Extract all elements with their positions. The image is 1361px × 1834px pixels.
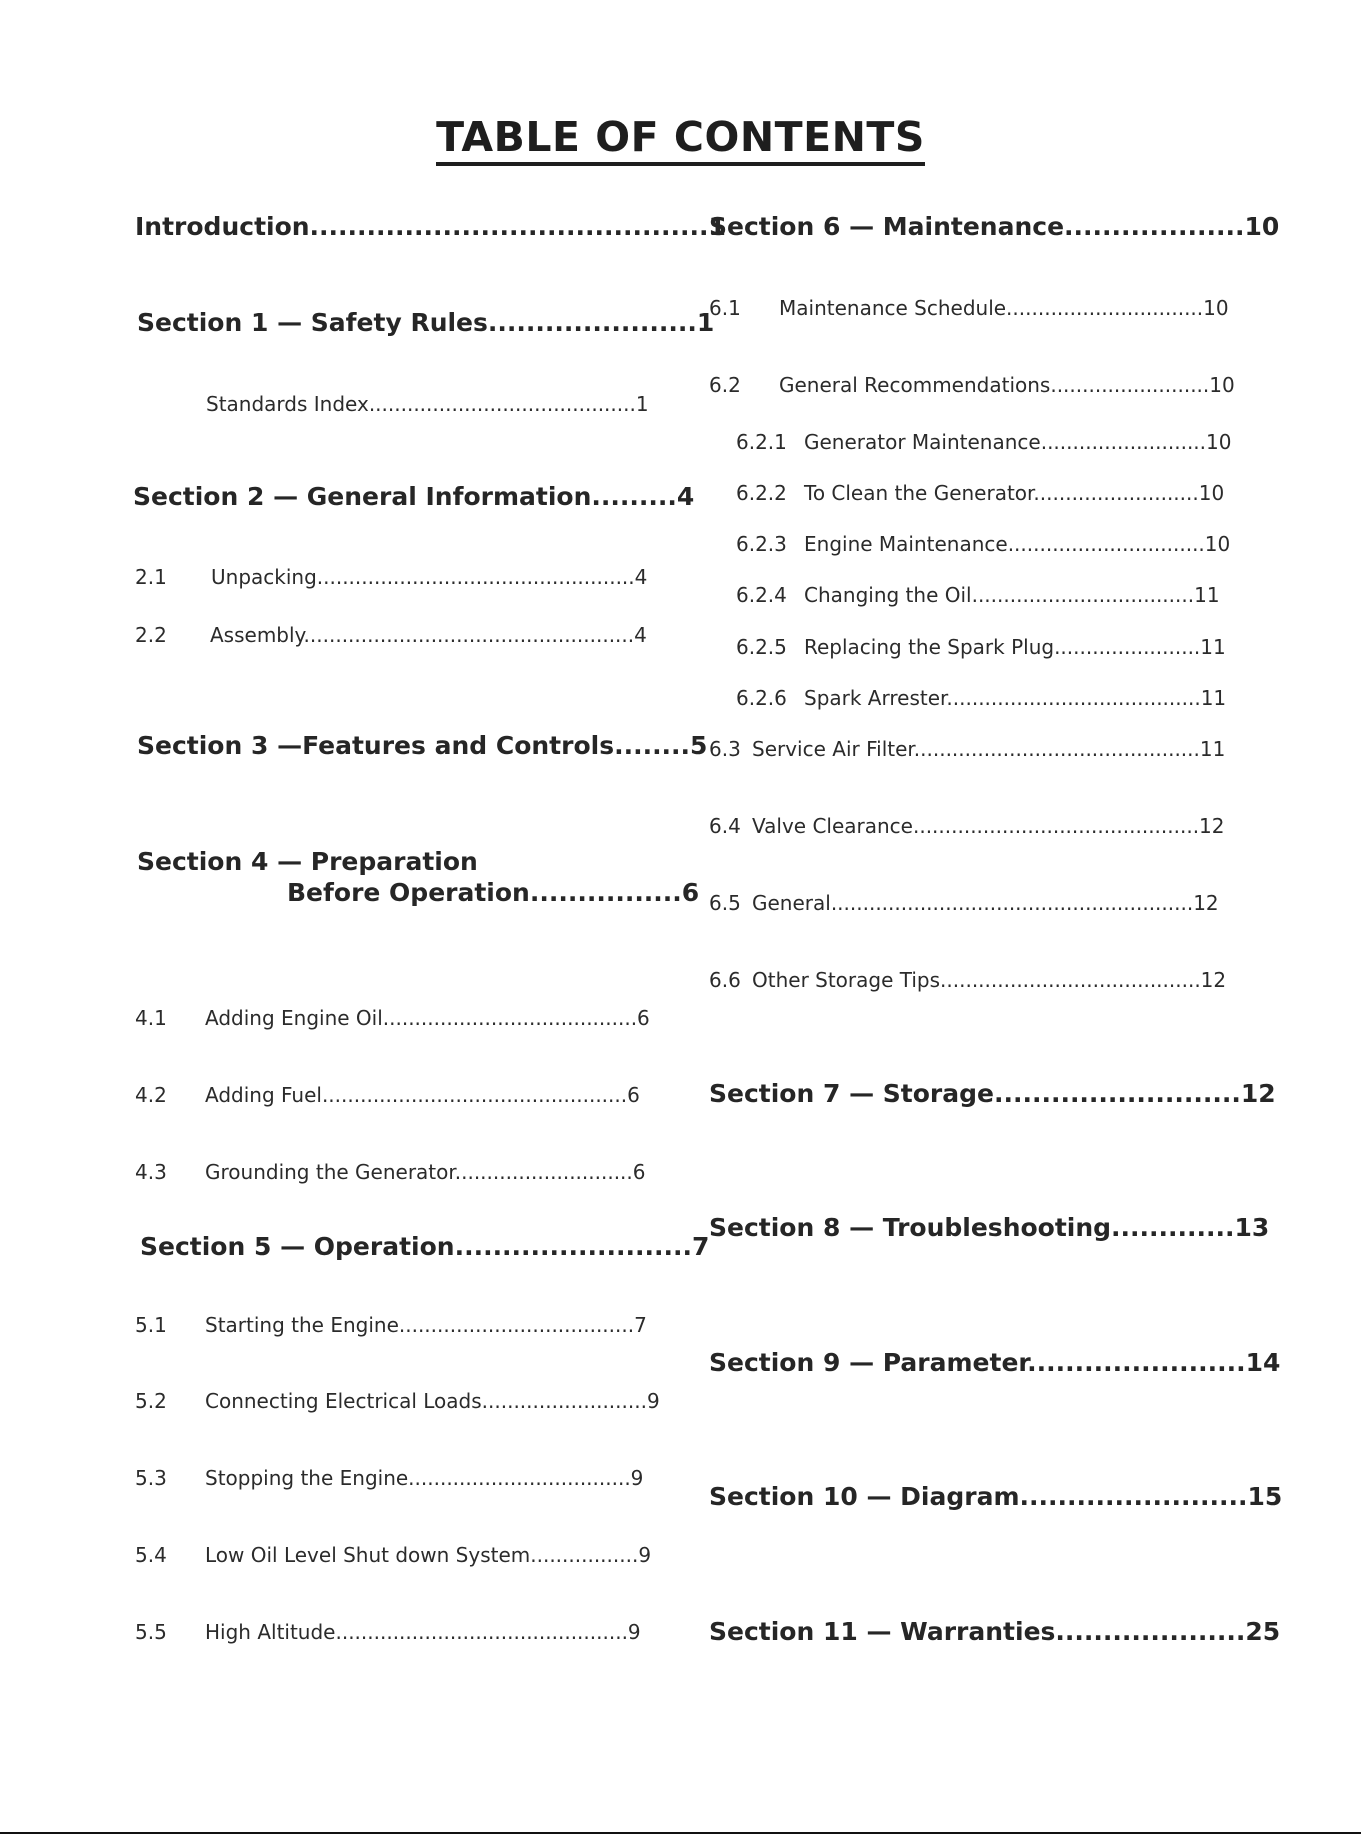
- toc-6-6[interactable]: [709, 968, 1229, 994]
- toc-6-1[interactable]: [709, 296, 1229, 322]
- toc-section-4-line1[interactable]: [137, 847, 478, 876]
- toc-standards-index[interactable]: [206, 392, 649, 416]
- toc-entry-text: Section 8 — Troubleshooting.............13: [709, 1213, 1270, 1242]
- toc-entry-text: Standards Index..........................................1: [206, 392, 649, 416]
- toc-entry-number: 5.3: [135, 1466, 167, 1490]
- toc-entry-text: Generator Maintenance..........................10: [804, 430, 1232, 454]
- toc-introduction[interactable]: [135, 212, 726, 241]
- toc-entry-text: Connecting Electrical Loads..........................9: [205, 1389, 660, 1413]
- toc-section-4-line2[interactable]: [287, 878, 699, 907]
- toc-entry-number: 6.2.3: [736, 532, 787, 556]
- toc-6-2-6[interactable]: [736, 686, 1236, 712]
- toc-4-3[interactable]: [135, 1160, 655, 1186]
- toc-entry-number: 5.4: [135, 1543, 167, 1567]
- toc-entry-text: Low Oil Level Shut down System.................9: [205, 1543, 652, 1567]
- toc-entry-text: Section 11 — Warranties....................25: [709, 1617, 1281, 1646]
- toc-section-3[interactable]: [137, 731, 707, 760]
- toc-entry-text: Section 3 —Features and Controls........5: [137, 731, 708, 760]
- toc-entry-text: Adding Engine Oil........................................6: [205, 1006, 650, 1030]
- toc-6-2-1[interactable]: [736, 430, 1236, 456]
- toc-entry-text: Engine Maintenance...............................10: [804, 532, 1231, 556]
- toc-entry-text: General Recommendations.........................10: [779, 373, 1235, 397]
- toc-entry-text: Section 7 — Storage..........................12: [709, 1079, 1276, 1108]
- toc-section-10[interactable]: [709, 1482, 1282, 1511]
- toc-entry-number: 4.2: [135, 1083, 167, 1107]
- toc-6-4[interactable]: [709, 814, 1229, 840]
- toc-entry-text: Maintenance Schedule...............................10: [779, 296, 1229, 320]
- toc-entry-number: 2.1: [135, 565, 167, 589]
- toc-entry-text: Replacing the Spark Plug.......................11: [804, 635, 1226, 659]
- toc-entry-text: Assembly....................................................4: [210, 623, 647, 647]
- toc-4-1[interactable]: [135, 1006, 655, 1032]
- toc-entry-number: 6.2.1: [736, 430, 787, 454]
- toc-entry-number: 6.2.2: [736, 481, 787, 505]
- toc-entry-text: Adding Fuel................................................6: [205, 1083, 640, 1107]
- toc-section-1[interactable]: [137, 308, 714, 337]
- toc-entry-text: Section 9 — Parameter.......................14: [709, 1348, 1281, 1377]
- toc-entry-text: Valve Clearance.............................................12: [752, 814, 1225, 838]
- toc-2-2[interactable]: [135, 623, 655, 649]
- toc-5-5[interactable]: [135, 1620, 655, 1646]
- toc-5-2[interactable]: [135, 1389, 660, 1415]
- toc-section-9[interactable]: [709, 1348, 1280, 1377]
- toc-section-8[interactable]: [709, 1213, 1269, 1242]
- toc-entry-number: 2.2: [135, 623, 167, 647]
- toc-entry-text: Section 2 — General Information.........4: [133, 482, 695, 511]
- toc-6-2-2[interactable]: [736, 481, 1236, 507]
- toc-entry-text: Introduction..........................................1: [135, 212, 726, 241]
- toc-entry-text: Section 1 — Safety Rules......................1: [137, 308, 715, 337]
- toc-entry-text: Section 5 — Operation.........................7: [140, 1232, 710, 1261]
- toc-entry-number: 6.3: [709, 737, 741, 761]
- toc-entry-text: Service Air Filter.............................................11: [752, 737, 1226, 761]
- toc-6-2-3[interactable]: [736, 532, 1236, 558]
- toc-5-3[interactable]: [135, 1466, 655, 1492]
- toc-entry-text: Section 4 — Preparation: [137, 847, 478, 876]
- toc-entry-number: 6.2.5: [736, 635, 787, 659]
- toc-entry-text: To Clean the Generator..........................10: [804, 481, 1225, 505]
- page-title-wrap: [0, 112, 1361, 166]
- toc-6-3[interactable]: [709, 737, 1229, 763]
- toc-entry-number: 4.1: [135, 1006, 167, 1030]
- toc-5-1[interactable]: [135, 1313, 655, 1339]
- toc-6-2-5[interactable]: [736, 635, 1236, 661]
- toc-section-11[interactable]: [709, 1617, 1280, 1646]
- toc-entry-text: Changing the Oil...................................11: [804, 583, 1220, 607]
- toc-entry-number: 4.3: [135, 1160, 167, 1184]
- toc-entry-number: 6.5: [709, 891, 741, 915]
- toc-entry-number: 6.6: [709, 968, 741, 992]
- page-title: TABLE OF CONTENTS: [436, 112, 925, 166]
- toc-entry-text: General.........................................................12: [752, 891, 1219, 915]
- toc-entry-text: Stopping the Engine...................................9: [205, 1466, 644, 1490]
- toc-4-2[interactable]: [135, 1083, 655, 1109]
- toc-section-2[interactable]: [133, 482, 694, 511]
- toc-section-7[interactable]: [709, 1079, 1276, 1108]
- toc-section-5[interactable]: [140, 1232, 709, 1261]
- toc-entry-number: 5.1: [135, 1313, 167, 1337]
- toc-entry-number: 6.2: [709, 373, 741, 397]
- toc-entry-text: Grounding the Generator............................6: [205, 1160, 646, 1184]
- toc-entry-text: Starting the Engine.....................................7: [205, 1313, 647, 1337]
- toc-entry-text: Other Storage Tips.........................................12: [752, 968, 1227, 992]
- toc-section-6[interactable]: [709, 212, 1279, 241]
- toc-entry-number: 6.4: [709, 814, 741, 838]
- toc-6-5[interactable]: [709, 891, 1229, 917]
- toc-entry-number: 6.1: [709, 296, 741, 320]
- toc-entry-number: 5.2: [135, 1389, 167, 1413]
- toc-entry-text: Unpacking..................................................4: [211, 565, 648, 589]
- toc-entry-number: 5.5: [135, 1620, 167, 1644]
- toc-5-4[interactable]: [135, 1543, 655, 1569]
- toc-6-2[interactable]: [709, 373, 1235, 399]
- toc-entry-number: 6.2.4: [736, 583, 787, 607]
- toc-2-1[interactable]: [135, 565, 655, 591]
- toc-entry-text: Before Operation................6: [287, 878, 700, 907]
- toc-entry-text: Section 6 — Maintenance...................10: [709, 212, 1280, 241]
- toc-entry-text: High Altitude..............................................9: [205, 1620, 641, 1644]
- toc-entry-text: Spark Arrester........................................11: [804, 686, 1227, 710]
- toc-6-2-4[interactable]: [736, 583, 1236, 609]
- toc-entry-text: Section 10 — Diagram........................15: [709, 1482, 1283, 1511]
- toc-entry-number: 6.2.6: [736, 686, 787, 710]
